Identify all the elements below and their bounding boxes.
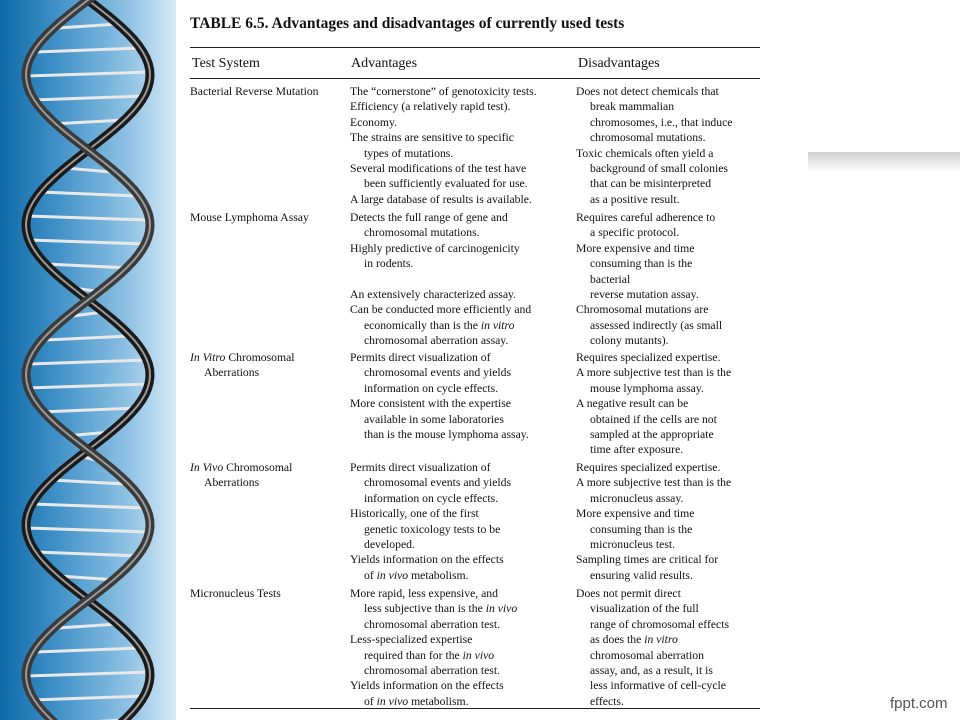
cell-text-line: micronucleus assay. bbox=[590, 491, 684, 505]
cell-text-line: less subjective than is the in vivo bbox=[364, 602, 518, 616]
cell-text-line: than is the mouse lymphoma assay. bbox=[364, 428, 529, 442]
disadvantages-cell bbox=[576, 350, 760, 458]
cell-text-line: been sufficiently evaluated for use. bbox=[364, 177, 528, 191]
cell-text-line: Does not permit direct bbox=[576, 587, 681, 600]
header-disadvantages: Disadvantages bbox=[578, 56, 660, 71]
cell-text-line: The “cornerstone” of genotoxicity tests. bbox=[350, 85, 537, 98]
cell-text-line: An extensively characterized assay. bbox=[350, 288, 517, 302]
cell-text-line: Less-specialized expertise bbox=[350, 633, 473, 647]
cell-text-line: background of small colonies bbox=[590, 162, 728, 176]
table-title: TABLE 6.5. Advantages and disadvantages of currently used tests bbox=[190, 15, 625, 32]
cell-text-line: Permits direct visualization of bbox=[350, 351, 491, 364]
cell-text-line: Yields information on the effects bbox=[350, 679, 504, 693]
table-bottom-rule bbox=[190, 708, 760, 709]
cell-text-line: A large database of results is available. bbox=[350, 192, 532, 206]
cell-text-line: mouse lymphoma assay. bbox=[590, 381, 704, 395]
header-test-system: Test System bbox=[192, 56, 260, 71]
cell-text-line bbox=[350, 272, 572, 287]
cell-text-line: chromosomal mutations. bbox=[590, 131, 706, 145]
advantages-cell bbox=[350, 350, 572, 442]
test-system-cell bbox=[190, 460, 345, 491]
cell-text-line: of in vivo metabolism. bbox=[364, 568, 469, 582]
cell-text-line: bacterial bbox=[590, 272, 631, 286]
cell-text-line: types of mutations. bbox=[364, 146, 454, 160]
disadvantages-cell bbox=[576, 586, 760, 709]
cell-text-line: More expensive and time bbox=[576, 507, 695, 521]
cell-text-line: Requires specialized expertise. bbox=[576, 461, 721, 474]
cell-text-line: ensuring valid results. bbox=[590, 568, 693, 582]
test-system-cell bbox=[190, 350, 345, 381]
cell-text-line: as a positive result. bbox=[590, 192, 680, 206]
cell-text-line: in rodents. bbox=[364, 257, 414, 271]
cell-text-line: less informative of cell-cycle bbox=[590, 679, 726, 693]
table-top-rule bbox=[190, 47, 760, 48]
cell-text-line: consuming than is the bbox=[590, 522, 693, 536]
cell-text-line: information on cycle effects. bbox=[364, 381, 499, 395]
cell-text-line: Can be conducted more efficiently and bbox=[350, 303, 532, 317]
cell-text-line: micronucleus test. bbox=[590, 538, 676, 552]
cell-text-line: as does the in vitro bbox=[590, 633, 678, 647]
cell-text-line: A more subjective test than is the bbox=[576, 476, 732, 490]
cell-text-line: Economy. bbox=[350, 115, 397, 129]
advantages-cell bbox=[350, 84, 572, 207]
cell-text-line: that can be misinterpreted bbox=[590, 177, 712, 191]
advantages-cell bbox=[350, 586, 572, 709]
advantages-cell bbox=[350, 210, 572, 349]
cell-text-line: Toxic chemicals often yield a bbox=[576, 146, 714, 160]
test-system-cell bbox=[190, 84, 345, 99]
cell-text-line: Aberrations bbox=[204, 476, 260, 490]
cell-text-line: Sampling times are critical for bbox=[576, 553, 719, 567]
advantages-cell bbox=[350, 460, 572, 583]
cell-text-line: Several modifications of the test have bbox=[350, 162, 527, 176]
cell-text-line: time after exposure. bbox=[590, 443, 684, 457]
cell-text-line: More expensive and time bbox=[576, 241, 695, 255]
cell-text-line: In Vivo Chromosomal bbox=[190, 461, 293, 474]
cell-text-line: Permits direct visualization of bbox=[350, 461, 491, 474]
cell-text-line: More rapid, less expensive, and bbox=[350, 587, 498, 600]
cell-text-line: reverse mutation assay. bbox=[590, 288, 699, 302]
cell-text-line: break mammalian bbox=[590, 100, 675, 114]
cell-text-line: information on cycle effects. bbox=[364, 491, 499, 505]
dna-helix-decoration bbox=[0, 0, 180, 720]
cell-text-line: Mouse Lymphoma Assay bbox=[190, 211, 309, 224]
cell-text-line: chromosomal aberration assay. bbox=[364, 334, 509, 348]
cell-text-line: More consistent with the expertise bbox=[350, 397, 511, 411]
cell-text-line: Aberrations bbox=[204, 366, 260, 380]
cell-text-line: In Vitro Chromosomal bbox=[190, 351, 295, 364]
fppt-logo: fppt.com bbox=[890, 695, 948, 712]
header-advantages: Advantages bbox=[351, 56, 418, 71]
cell-text-line: chromosomal events and yields bbox=[364, 366, 512, 380]
cell-text-line: Highly predictive of carcinogenicity bbox=[350, 241, 520, 255]
cell-text-line: available in some laboratories bbox=[364, 412, 504, 426]
cell-text-line: of in vivo metabolism. bbox=[364, 694, 469, 708]
cell-text-line: Chromosomal mutations are bbox=[576, 303, 709, 317]
cell-text-line: Efficiency (a relatively rapid test). bbox=[350, 100, 511, 114]
cell-text-line: chromosomal mutations. bbox=[364, 226, 480, 240]
test-system-cell bbox=[190, 586, 345, 601]
cell-text-line: Requires careful adherence to bbox=[576, 211, 716, 224]
decorative-gray-bar bbox=[808, 152, 960, 172]
cell-text-line: Yields information on the effects bbox=[350, 553, 504, 567]
cell-text-line: colony mutants). bbox=[590, 334, 669, 348]
cell-text-line: Detects the full range of gene and bbox=[350, 211, 508, 224]
cell-text-line: range of chromosomal effects bbox=[590, 617, 730, 631]
cell-text-line: visualization of the full bbox=[590, 602, 699, 616]
cell-text-line: genetic toxicology tests to be bbox=[364, 522, 501, 536]
cell-text-line: assessed indirectly (as small bbox=[590, 318, 723, 332]
cell-text-line: Does not detect chemicals that bbox=[576, 85, 719, 98]
cell-text-line: chromosomal aberration test. bbox=[364, 664, 500, 678]
cell-text-line: obtained if the cells are not bbox=[590, 412, 717, 426]
cell-text-line: chromosomal aberration bbox=[590, 648, 704, 662]
test-system-cell bbox=[190, 210, 345, 225]
cell-text-line: Micronucleus Tests bbox=[190, 587, 281, 600]
cell-text-line: chromosomal aberration test. bbox=[364, 617, 500, 631]
cell-text-line: A negative result can be bbox=[576, 397, 689, 411]
cell-text-line: A more subjective test than is the bbox=[576, 366, 732, 380]
cell-text-line: Bacterial Reverse Mutation bbox=[190, 85, 319, 98]
cell-text-line: consuming than is the bbox=[590, 257, 693, 271]
cell-text-line: developed. bbox=[364, 538, 415, 552]
disadvantages-cell bbox=[576, 210, 760, 349]
disadvantages-cell bbox=[576, 84, 760, 207]
cell-text-line: The strains are sensitive to specific bbox=[350, 131, 514, 145]
disadvantages-cell bbox=[576, 460, 760, 583]
cell-text-line: a specific protocol. bbox=[590, 226, 680, 240]
cell-text-line: chromosomal events and yields bbox=[364, 476, 512, 490]
header-rule bbox=[190, 78, 760, 79]
cell-text-line: Requires specialized expertise. bbox=[576, 351, 721, 364]
cell-text-line: economically than is the in vitro bbox=[364, 318, 515, 332]
cell-text-line: sampled at the appropriate bbox=[590, 428, 714, 442]
cell-text-line: assay, and, as a result, it is bbox=[590, 664, 713, 678]
cell-text-line: chromosomes, i.e., that induce bbox=[590, 115, 733, 129]
cell-text-line: required than for the in vivo bbox=[364, 648, 495, 662]
cell-text-line: Historically, one of the first bbox=[350, 507, 479, 521]
cell-text-line: effects. bbox=[590, 694, 624, 708]
